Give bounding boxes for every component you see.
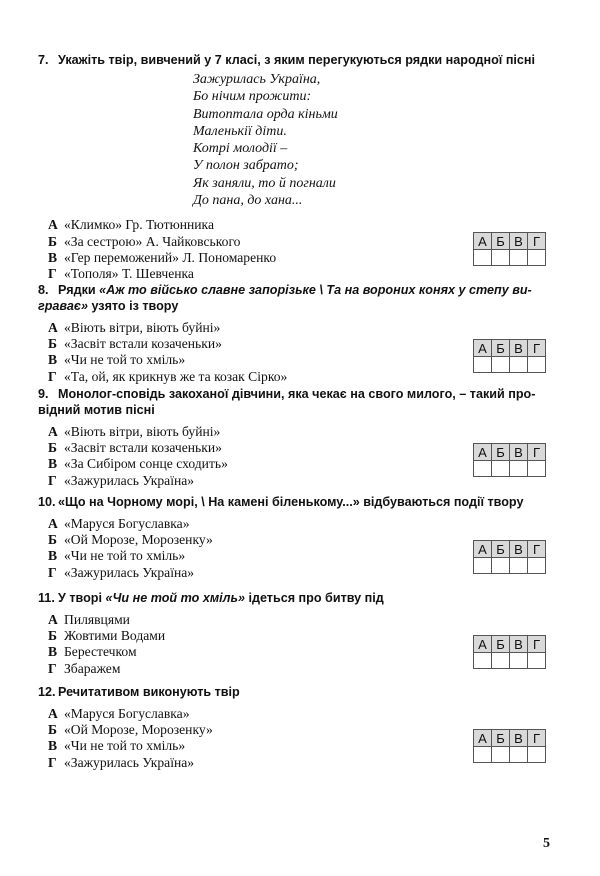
option-text: «Маруся Богуславка» [64,706,190,721]
question-8-title [38,282,558,314]
answer-cell[interactable] [510,461,528,477]
answer-header: В [510,340,528,357]
answer-header: Г [528,444,546,461]
option-letter: Г [48,660,57,676]
question-12-title [38,684,558,700]
answer-header: В [510,233,528,250]
option-text: «Віють вітри, віють буйні» [64,320,221,335]
option-letter: В [48,352,58,368]
question-text: Рядки [58,283,100,297]
answer-header: А [474,340,492,357]
option-text: «Чи не той то хміль» [64,738,186,754]
question-quote: «Аж то військо славне запорізьке \ Та на вороних конях у степу ви-граває» [38,283,532,313]
option-text: «Засвіт встали козаченьки» [64,336,222,352]
answer-header: Б [492,233,510,250]
answer-cell[interactable] [492,558,510,574]
option-a [48,516,558,532]
answer-cell[interactable] [492,357,510,373]
option-letter: А [48,706,58,721]
answer-header: Г [528,730,546,747]
option-letter: Г [48,368,57,384]
question-11-title [38,590,558,606]
answer-cell[interactable] [510,653,528,669]
option-text: Пилявцями [64,612,130,627]
answer-header: В [510,541,528,558]
option-letter: Б [48,440,57,456]
option-letter: В [48,644,58,660]
answer-cell[interactable] [510,747,528,763]
question-text: «Що на Чорному морі, \ На камені біленькому...» відбуваються події твору [58,495,524,509]
answer-grid-q12 [473,729,546,763]
question-text: Укажіть твір, вивчений у 7 класі, з яким перегукуються рядки народної пісні [58,53,536,67]
option-text: Берестечком [64,644,137,660]
option-letter: В [48,548,58,564]
answer-cell[interactable] [474,747,492,763]
question-text: узято із твору [87,299,179,313]
answer-cell[interactable] [510,250,528,266]
answer-cell[interactable] [492,653,510,669]
answer-cell[interactable] [528,357,546,373]
option-text: «Віють вітри, віють буйні» [64,424,221,439]
question-7-title [38,52,558,68]
option-text: «Климко» Гр. Тютюнника [64,217,214,233]
question-number: 12. [38,685,56,699]
option-letter: Г [48,754,57,770]
option-text: «За сестрою» А. Чайковського [64,233,241,249]
option-text: «Зажурилась Україна» [64,472,195,488]
option-text: «За Сибіром сонце сходить» [64,456,228,472]
answer-header: А [474,233,492,250]
option-text: «Чи не той то хміль» [64,548,186,564]
question-text: ідеться про битву під [244,591,384,605]
option-text: Збаражем [64,660,121,676]
answer-cell[interactable] [474,653,492,669]
poem-line: До пана, до хана... [193,193,303,209]
option-text: «Ой Морозе, Морозенку» [64,722,213,738]
poem-line: Як заняли, то й погнали [193,175,336,191]
question-number: 8. [38,283,49,297]
answer-cell[interactable] [474,558,492,574]
option-letter: Б [48,722,57,738]
option-a [48,424,558,440]
question-9-title [38,386,558,418]
poem-line: Бо нічим прожити: [193,89,312,105]
option-letter: В [48,738,58,754]
answer-header: А [474,636,492,653]
option-letter: Г [48,564,57,580]
answer-header: Б [492,444,510,461]
option-letter: В [48,456,58,472]
answer-header: А [474,730,492,747]
option-letter: А [48,217,58,233]
answer-header: Б [492,541,510,558]
answer-header: Г [528,541,546,558]
question-10-title [38,494,558,510]
answer-cell[interactable] [510,357,528,373]
answer-header: В [510,636,528,653]
option-letter: А [48,424,58,439]
question-quote: «Чи не той то хміль» [105,591,245,605]
option-text: «Та, ой, як крикнув же та козак Сірко» [64,368,288,384]
answer-cell[interactable] [474,250,492,266]
option-letter: Б [48,336,57,352]
option-text: «Засвіт встали козаченьки» [64,440,222,456]
answer-header: Г [528,340,546,357]
answer-header: А [474,444,492,461]
answer-cell[interactable] [510,558,528,574]
option-text: Жовтими Водами [64,628,166,644]
option-text: «Маруся Богуславка» [64,516,190,531]
option-a [48,706,558,722]
poem-line: Маленькії діти. [193,123,287,139]
answer-header: Б [492,636,510,653]
answer-cell[interactable] [528,747,546,763]
answer-header: В [510,730,528,747]
answer-header: В [510,444,528,461]
answer-header: Б [492,340,510,357]
answer-cell[interactable] [528,653,546,669]
question-number: 7. [38,53,49,67]
answer-cell[interactable] [528,558,546,574]
option-text: «Зажурилась Україна» [64,564,195,580]
answer-grid-q10 [473,540,546,574]
page-number: 5 [543,836,550,851]
option-text: «Зажурилась Україна» [64,754,195,770]
option-letter: Г [48,265,57,281]
option-a [48,320,558,336]
question-text: Монолог-сповідь закоханої дівчини, яка чекає на свого милого, – такий про-відний мотив пісні [38,387,536,417]
answer-header: Б [492,730,510,747]
answer-cell[interactable] [474,461,492,477]
question-number: 11. [38,591,55,605]
answer-header: Г [528,636,546,653]
question-text: Речитативом виконують твір [58,685,240,699]
option-text: «Тополя» Т. Шевченка [64,265,194,281]
answer-header: А [474,541,492,558]
answer-grid-q7 [473,232,546,266]
option-letter: Г [48,472,57,488]
answer-cell[interactable] [474,357,492,373]
answer-cell[interactable] [492,250,510,266]
answer-cell[interactable] [492,461,510,477]
poem-line: Зажурилась Україна, [193,72,321,87]
option-letter: Б [48,233,57,249]
question-number: 9. [38,387,49,401]
question-text: У творі [58,591,106,605]
option-text: «Гер переможений» Л. Пономаренко [64,249,277,265]
option-letter: А [48,516,58,531]
option-text: «Чи не той то хміль» [64,352,186,368]
option-letter: В [48,249,58,265]
option-g [48,266,558,282]
option-a [48,612,558,628]
question-number: 10. [38,495,56,509]
answer-cell[interactable] [528,250,546,266]
poem-line: Витоптала орда кіньми [193,106,338,122]
poem-line: У полон забрато; [193,158,299,174]
option-letter: А [48,612,58,627]
answer-grid-q8 [473,339,546,373]
answer-grid-q9 [473,443,546,477]
option-text: «Ой Морозе, Морозенку» [64,532,213,548]
option-letter: А [48,320,58,335]
option-letter: Б [48,628,57,644]
answer-cell[interactable] [528,461,546,477]
option-letter: Б [48,532,57,548]
poem-line: Котрі молодії – [193,141,288,157]
answer-header: Г [528,233,546,250]
poem-excerpt [193,71,558,209]
answer-cell[interactable] [492,747,510,763]
answer-grid-q11 [473,635,546,669]
